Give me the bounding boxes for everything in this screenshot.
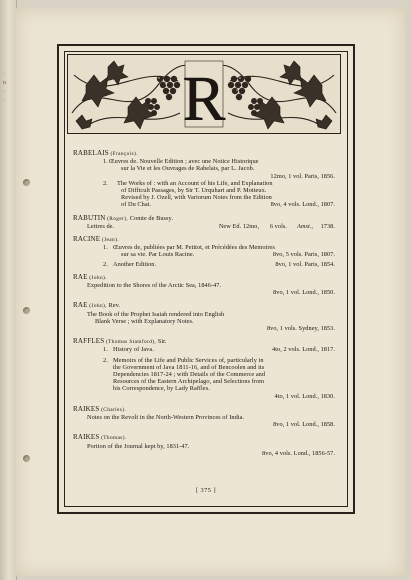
vine-grapes-ornament-icon — [68, 55, 340, 133]
work-year: 1738. — [320, 222, 335, 230]
work-number: 2. — [103, 179, 108, 187]
entry-heading: RACINE — [73, 235, 101, 243]
work-line: of Difficult Passages, by Sir T. Urquhart and P. Motteux. — [121, 187, 267, 194]
entry-subname: (Thomas). — [101, 435, 127, 442]
binding-hole — [23, 307, 30, 314]
work-line: Blank Verse ; with Explanatory Notes. — [95, 317, 194, 325]
entry-heading-rest: Comte de Bussy. — [128, 214, 173, 222]
entry-raikes-charles — [73, 406, 335, 429]
work-line: of Du Chat. — [121, 201, 152, 209]
work-line: Resources of the Eastern Archipelago, and Selections from — [113, 378, 265, 386]
work-imprint: 8vo, 1 vols. Sydney, 1853. — [266, 325, 335, 333]
work-imprint: 8vo, 4 vols. Lond., 1807. — [270, 201, 335, 209]
work-imprint: 8vo, 4 vols. Lond., 1856-57. — [262, 449, 335, 457]
work-line: The Works of : with an Account of his Life, and Explanation — [117, 179, 273, 187]
entry-rae-john — [73, 274, 335, 297]
entry-raffles — [73, 338, 335, 400]
entry-heading-rest: Rev. — [106, 302, 121, 310]
work-vols: 6 vols. — [269, 222, 287, 230]
work-line: The Book of the Prophet Isaiah rendered into English — [87, 310, 225, 318]
entry-subname: (Thomas Stamford), — [105, 339, 157, 346]
work-line: Œuvres de. Nouvelle Edition ; avec une Notice Historique — [109, 158, 259, 166]
entry-heading: RAIKES — [73, 433, 100, 442]
spine-marks: · n · · — [3, 71, 6, 104]
work-line: Lettres de. — [87, 222, 115, 230]
work-line: Dependencies 1817-24 ; with Details of the Commerce and — [113, 371, 266, 379]
entry-heading: RAE — [73, 301, 88, 310]
work-imprint: 4to, 2 vols. Lond., 1817. — [272, 346, 335, 354]
work-line: his Correspondence, by Lady Raffles. — [113, 385, 210, 393]
work-number: 1. — [103, 158, 108, 166]
entry-subname: (François). — [110, 151, 138, 157]
entry-subname: (Jean). — [101, 237, 119, 243]
entry-heading: RAE — [73, 272, 88, 281]
work-imprint: 8vo, 1 vol. Lond., 1858. — [273, 421, 335, 429]
book-spine — [0, 0, 17, 580]
work-imprint: 4to, 1 vol. Lond., 1830. — [274, 392, 335, 400]
entry-heading: RABELAIS — [73, 149, 109, 157]
ornamental-initial-banner — [67, 54, 341, 134]
work-imprint: 12mo, 1 vol. Paris, 1856. — [270, 172, 335, 180]
work-line: Expedition to the Shores of the Arctic Sea, 1846-47. — [87, 282, 222, 290]
work-number: 2. — [103, 356, 108, 364]
entry-raikes-thomas — [73, 434, 335, 457]
entry-rabelais — [73, 150, 335, 209]
entry-rae-john-rev — [73, 302, 335, 332]
catalogue-entries — [73, 142, 335, 482]
work-imprint: 8vo, 1 vol. Lond., 1850. — [273, 289, 335, 297]
binding-hole — [23, 179, 30, 186]
entry-heading: RABUTIN — [73, 213, 106, 222]
work-line: Portion of the Journal kept by, 1831-47. — [87, 442, 190, 450]
entry-heading: RAFFLES — [73, 337, 105, 346]
work-line: Notes on the Revolt in the North-Western Provinces of India. — [87, 414, 245, 422]
entry-heading: RAIKES — [73, 404, 100, 413]
entry-subname: (Roger), — [107, 215, 129, 222]
work-line: Revised by J. Ozell, with Variorum Notes from the Edition — [121, 194, 272, 202]
binding-hole — [23, 455, 30, 462]
page-number: [ 375 ] — [195, 487, 217, 494]
work-line: Œuvres de, publiées par M. Petitot, et Précédées des Memoires — [113, 244, 275, 252]
entry-rabutin — [73, 215, 335, 230]
page-frame — [57, 44, 355, 514]
work-place: Amst., — [296, 222, 313, 230]
work-imprint: 8vo, 1 vol. Paris, 1854. — [275, 260, 335, 268]
work-format: New Ed. 12mo, — [218, 222, 259, 230]
catalogue-page — [16, 8, 405, 576]
work-line: Another Edition. — [113, 260, 157, 268]
initial-letter: R — [182, 63, 226, 133]
entry-subname: (John), — [89, 303, 107, 310]
work-number: 1. — [103, 346, 108, 354]
work-line: sur sa vie. Par Louis Racine. — [121, 251, 195, 259]
entry-subname: (Charles). — [101, 406, 127, 413]
entry-heading-rest: Sir. — [156, 338, 167, 346]
work-number: 2. — [103, 260, 108, 268]
entry-racine — [73, 236, 335, 268]
work-imprint: 8vo, 5 vols. Paris, 1807. — [272, 251, 335, 259]
work-line: sur la Vie et les Ouvrages de Rabelais, par L. Jacob. — [121, 165, 255, 173]
work-line: Memoirs of the Life and Public Services of, particularly in — [113, 356, 264, 364]
entry-subname: (John). — [89, 274, 107, 281]
work-line: the Government of Java 1811-16, and of Bencoolen and its — [113, 363, 265, 371]
work-line: History of Java. — [113, 346, 154, 354]
work-number: 1. — [103, 244, 108, 252]
